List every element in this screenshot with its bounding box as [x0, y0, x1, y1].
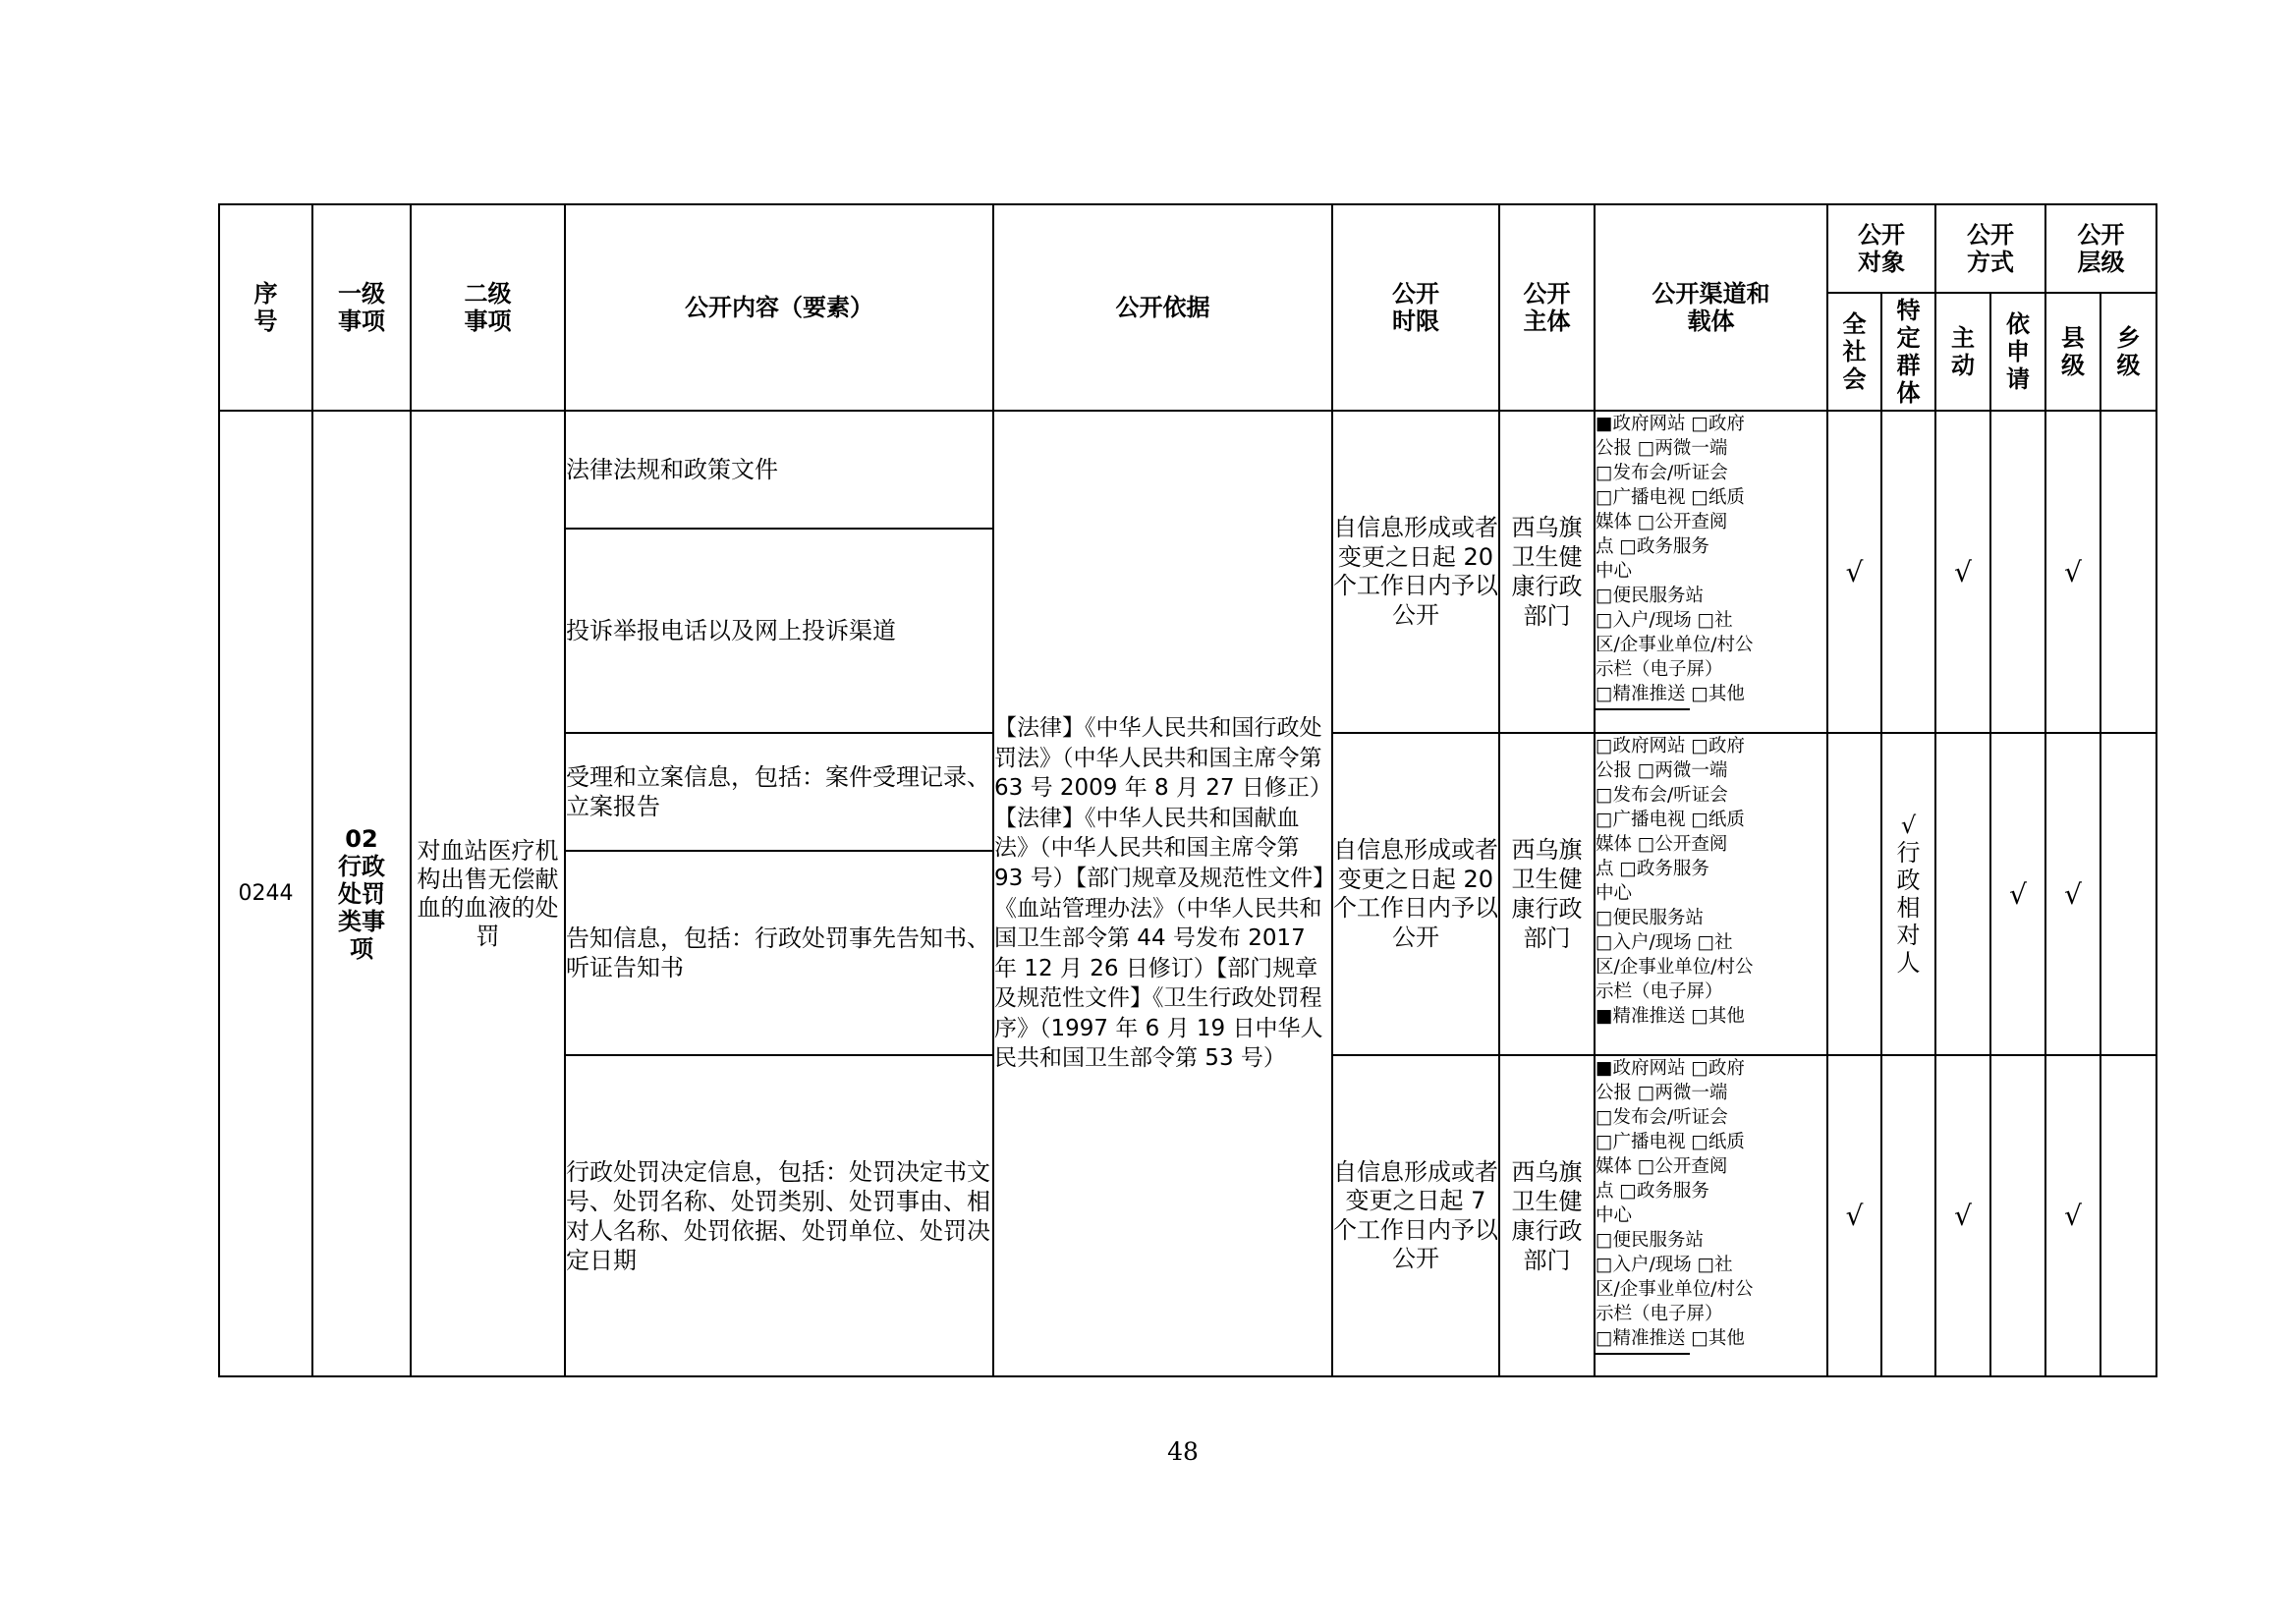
content-cell: 投诉举报电话以及网上投诉渠道	[565, 529, 993, 733]
header-level-town: 乡级	[2100, 293, 2156, 411]
check-county: √	[2045, 411, 2100, 733]
underline	[1596, 708, 1690, 710]
check-specific-group	[1881, 411, 1935, 733]
header-object-specific: 特定群体	[1881, 293, 1935, 411]
header-basis: 公开依据	[993, 204, 1332, 411]
check-all-society: √	[1827, 1055, 1881, 1376]
time-limit-cell: 自信息形成或者变更之日起 20 个工作日内予以公开	[1332, 733, 1499, 1055]
header-level2: 二级事项	[411, 204, 565, 411]
subject-cell: 西乌旗卫生健康行政部门	[1499, 411, 1595, 733]
content-cell: 受理和立案信息，包括：案件受理记录、立案报告	[565, 733, 993, 851]
level1-cell: 02 行政处罚类事项	[312, 411, 411, 1376]
check-town	[2100, 733, 2156, 1055]
content-cell: 法律法规和政策文件	[565, 411, 993, 529]
header-method-apply: 依申请	[1990, 293, 2045, 411]
check-specific-group	[1881, 1055, 1935, 1376]
level2-cell: 对血站医疗机构出售无偿献血的血液的处罚	[411, 411, 565, 1376]
header-content: 公开内容（要素）	[565, 204, 993, 411]
serial-cell: 0244	[219, 411, 312, 1376]
channel-list: □政府网站 □政府 公报 □两微一端 □发布会/听证会 □广播电视 □纸质 媒体 □公开查阅 点 □政务服务 中心 □便民服务站 □入户/现场 □社 区/企事业单位/村公 示栏（电子屏） ■精准推送 □其他	[1596, 736, 1754, 1027]
header-level-county: 县级	[2045, 293, 2100, 411]
time-limit-cell: 自信息形成或者变更之日起 20 个工作日内予以公开	[1332, 411, 1499, 733]
page-number: 48	[1167, 1437, 1199, 1466]
subject-cell: 西乌旗卫生健康行政部门	[1499, 1055, 1595, 1376]
header-channel: 公开渠道和载体	[1595, 204, 1827, 411]
check-all-society: √	[1827, 411, 1881, 733]
header-object-all: 全社会	[1827, 293, 1881, 411]
underline	[1596, 1353, 1690, 1355]
check-active: √	[1935, 411, 1990, 733]
check-county: √	[2045, 1055, 2100, 1376]
check-county: √	[2045, 733, 2100, 1055]
header-object: 公开对象	[1827, 204, 1935, 293]
check-town	[2100, 411, 2156, 733]
header-subject: 公开主体	[1499, 204, 1595, 411]
header-serial: 序号	[219, 204, 312, 411]
header-method-active: 主动	[1935, 293, 1990, 411]
channel-cell	[1595, 1055, 1827, 1376]
time-limit-cell: 自信息形成或者变更之日起 7 个工作日内予以公开	[1332, 1055, 1499, 1376]
check-on-request	[1990, 411, 2045, 733]
channel-list: ■政府网站 □政府 公报 □两微一端 □发布会/听证会 □广播电视 □纸质 媒体 □公开查阅 点 □政务服务 中心 □便民服务站 □入户/现场 □社 区/企事业单位/村公 示栏（电子屏） □精准推送 □其他	[1596, 412, 1826, 710]
check-specific-group: √行政相对人	[1881, 733, 1935, 1055]
check-active	[1935, 733, 1990, 1055]
header-time-limit: 公开时限	[1332, 204, 1499, 411]
subject-cell: 西乌旗卫生健康行政部门	[1499, 733, 1595, 1055]
basis-cell: 【法律】《中华人民共和国行政处罚法》（中华人民共和国主席令第 63 号 2009 年 8 月 27 日修正）【法律】《中华人民共和国献血法》（中华人民共和国主席令第 93 号）【部门规章及规范性文件】《血站管理办法》（中华人民共和国卫生部令第 44 号发布 2017 年 12 月 26 日修订）【部门规章及规范性文件】《卫生行政处罚程序》（1997 年 6 月 19 日中华人民共和国卫生部令第 53 号）	[993, 411, 1332, 1376]
content-cell: 行政处罚决定信息，包括：处罚决定书文号、处罚名称、处罚类别、处罚事由、相对人名称、处罚依据、处罚单位、处罚决定日期	[565, 1055, 993, 1376]
check-on-request	[1990, 1055, 2045, 1376]
disclosure-table	[218, 203, 2157, 1377]
header-level: 公开层级	[2045, 204, 2156, 293]
check-on-request: √	[1990, 733, 2045, 1055]
check-active: √	[1935, 1055, 1990, 1376]
check-all-society	[1827, 733, 1881, 1055]
channel-cell	[1595, 733, 1827, 1055]
header-method: 公开方式	[1935, 204, 2045, 293]
content-cell: 告知信息，包括：行政处罚事先告知书、听证告知书	[565, 851, 993, 1055]
header-level1: 一级事项	[312, 204, 411, 411]
channel-list: ■政府网站 □政府 公报 □两微一端 □发布会/听证会 □广播电视 □纸质 媒体 □公开查阅 点 □政务服务 中心 □便民服务站 □入户/现场 □社 区/企事业单位/村公 示栏（电子屏） □精准推送 □其他	[1596, 1056, 1826, 1355]
channel-cell	[1595, 411, 1827, 733]
check-town	[2100, 1055, 2156, 1376]
